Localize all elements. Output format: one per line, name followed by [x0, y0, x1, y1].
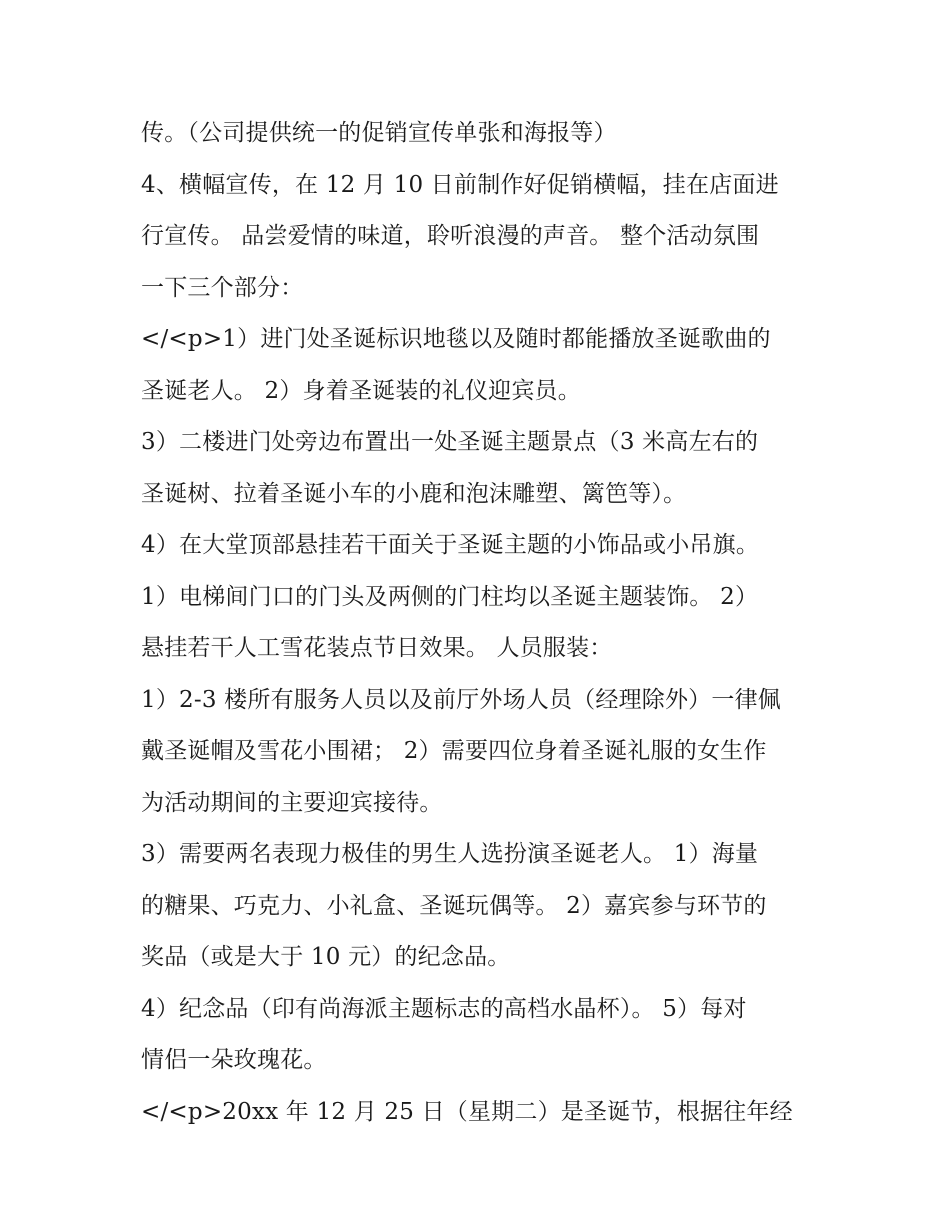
text-line: 1）电梯间门口的门头及两侧的门柱均以圣诞主题装饰。 2）: [141, 583, 759, 610]
text-line: 一下三个部分：: [141, 274, 304, 301]
text-line: 为活动期间的主要迎宾接待。: [141, 789, 443, 816]
document-body: [141, 108, 821, 1138]
text-line: 3）需要两名表现力极佳的男生人选扮演圣诞老人。 1）海量: [141, 841, 759, 867]
text-line: 的糖果、巧克力、小礼盒、圣诞玩偶等。 2）嘉宾参与环节的: [141, 892, 767, 919]
text-line: 4）在大堂顶部悬挂若干面关于圣诞主题的小饰品或小吊旗。: [141, 532, 760, 558]
text-line: 奖品（或是大于 10 元）的纪念品。: [141, 944, 511, 970]
text-line: 戴圣诞帽及雪花小围裙； 2）需要四位身着圣诞礼服的女生作: [141, 738, 767, 764]
text-line: 1）2-3 楼所有服务人员以及前厅外场人员（经理除外）一律佩: [141, 686, 781, 713]
text-line: 4）纪念品（印有尚海派主题标志的高档水晶杯）。 5）每对: [141, 995, 747, 1022]
text-line: 悬挂若干人工雪花装点节日效果。 人员服装：: [141, 635, 613, 661]
text-line: 圣诞老人。 2）身着圣诞装的礼仪迎宾员。: [141, 377, 581, 404]
text-line: </<p>1）进门处圣诞标识地毯以及随时都能播放圣诞歌曲的: [141, 326, 771, 352]
text-line: 传。（公司提供统一的促销宣传单张和海报等）: [141, 120, 617, 146]
text-line: 行宣传。 品尝爱情的味道，聆听浪漫的声音。 整个活动氛围: [141, 223, 760, 249]
text-line: 圣诞树、拉着圣诞小车的小鹿和泡沫雕塑、篱笆等）。: [141, 480, 687, 507]
text-line: 4、横幅宣传，在 12 月 10 日前制作好促销横幅，挂在店面进: [141, 171, 779, 198]
text-line: 情侣一朵玫瑰花。: [141, 1047, 327, 1073]
text-line: 3）二楼进门处旁边布置出一处圣诞主题景点（3 米高左右的: [141, 429, 759, 455]
text-line: </<p>20xx 年 12 月 25 日（星期二）是圣诞节，根据往年经: [141, 1098, 793, 1125]
